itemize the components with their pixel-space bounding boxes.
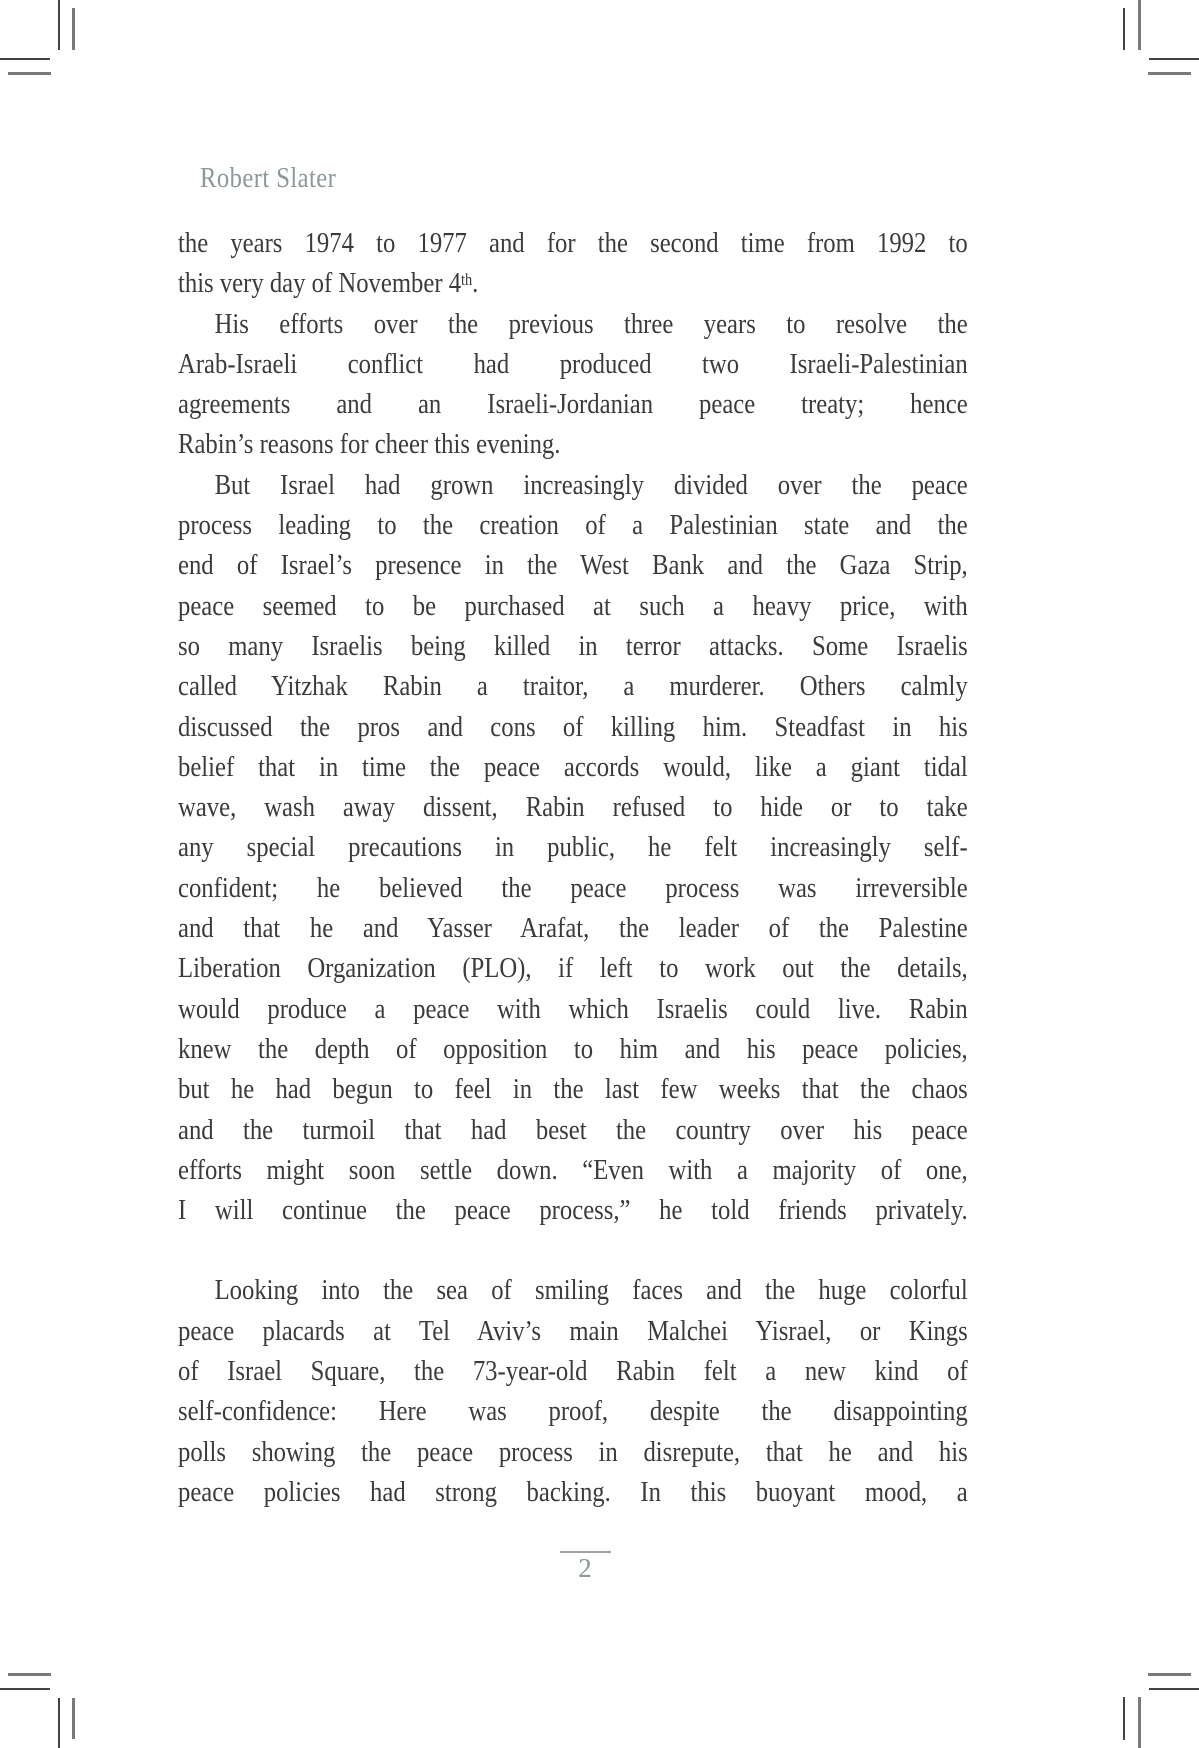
crop-mark-bottom-right-horizontal-outer bbox=[1149, 1688, 1199, 1690]
body-line: of Israel Square, the 73-year-old Rabin felt a new kind of bbox=[178, 1355, 968, 1388]
body-line: wave, wash away dissent, Rabin refused to hide or to take bbox=[178, 791, 968, 824]
body-line: agreements and an Israeli-Jordanian peace treaty; hence bbox=[178, 388, 968, 421]
body-line: I will continue the peace process,” he told friends privately. bbox=[178, 1194, 968, 1227]
body-line: this very day of November 4th. bbox=[178, 267, 479, 300]
body-line: peace policies had strong backing. In this buoyant mood, a bbox=[178, 1475, 968, 1508]
body-line: end of Israel’s presence in the West Bank and the Gaza Strip, bbox=[178, 549, 968, 582]
body-line: Looking into the sea of smiling faces and the huge colorful bbox=[214, 1274, 968, 1307]
running-header-author: Robert Slater bbox=[200, 162, 337, 194]
crop-mark-bottom-right-horizontal-inner bbox=[1148, 1673, 1191, 1676]
crop-mark-top-left-horizontal-inner bbox=[8, 72, 51, 75]
page-number: 2 bbox=[578, 1553, 592, 1583]
body-line: Arab-Israeli conflict had produced two Israeli-Palestinian bbox=[178, 347, 968, 380]
body-line: discussed the pros and cons of killing him. Steadfast in his bbox=[178, 710, 968, 743]
body-line: peace seemed to be purchased at such a heavy price, with bbox=[178, 589, 968, 622]
crop-mark-top-right-horizontal-outer bbox=[1149, 58, 1199, 60]
body-text bbox=[178, 223, 968, 1512]
body-line: His efforts over the previous three years to resolve the bbox=[214, 307, 968, 340]
body-line: confident; he believed the peace process was irreversible bbox=[178, 871, 968, 904]
body-line: But Israel had grown increasingly divided over the peace bbox=[214, 468, 968, 501]
body-line: the years 1974 to 1977 and for the second time from 1992 to bbox=[178, 227, 968, 259]
body-line: any special precautions in public, he felt increasingly self- bbox=[178, 831, 968, 864]
body-line: self-confidence: Here was proof, despite the disappointing bbox=[178, 1395, 968, 1428]
body-line: process leading to the creation of a Palestinian state and the bbox=[178, 509, 968, 542]
body-line: but he had begun to feel in the last few weeks that the chaos bbox=[178, 1073, 968, 1106]
body-line: would produce a peace with which Israelis could live. Rabin bbox=[178, 992, 968, 1025]
crop-mark-top-right-vertical-inner bbox=[1123, 8, 1125, 50]
body-line: peace placards at Tel Aviv’s main Malchei Yisrael, or Kings bbox=[178, 1314, 968, 1347]
body-line: and that he and Yasser Arafat, the leader of the Palestine bbox=[178, 912, 968, 945]
crop-mark-top-left-vertical-outer bbox=[58, 0, 60, 50]
paragraph bbox=[178, 223, 968, 304]
paragraph bbox=[178, 1270, 968, 1512]
crop-mark-bottom-right-vertical-outer bbox=[1138, 1697, 1141, 1748]
body-line: Liberation Organization (PLO), if left to work out the details, bbox=[178, 952, 968, 985]
crop-mark-top-right-vertical-outer bbox=[1138, 0, 1141, 50]
body-line: belief that in time the peace accords would, like a giant tidal bbox=[178, 750, 968, 783]
crop-mark-bottom-left-vertical-inner bbox=[72, 1698, 75, 1739]
body-line: efforts might soon settle down. “Even with a majority of one, bbox=[178, 1153, 968, 1186]
body-line: Rabin’s reasons for cheer this evening. bbox=[178, 428, 561, 461]
page-footer bbox=[545, 1551, 625, 1582]
crop-mark-top-right-horizontal-inner bbox=[1148, 72, 1191, 75]
body-line: knew the depth of opposition to him and his peace policies, bbox=[178, 1032, 968, 1065]
crop-mark-bottom-right-vertical-inner bbox=[1123, 1697, 1125, 1740]
crop-mark-top-left-vertical-inner bbox=[72, 8, 75, 50]
body-line: and the turmoil that had beset the country over his peace bbox=[178, 1113, 968, 1146]
body-line: polls showing the peace process in disrepute, that he and his bbox=[178, 1435, 968, 1468]
paragraph bbox=[178, 304, 968, 465]
crop-mark-bottom-left-horizontal-outer bbox=[0, 1688, 50, 1690]
crop-mark-bottom-left-horizontal-inner bbox=[8, 1673, 51, 1676]
paragraph bbox=[178, 465, 968, 1231]
body-line: called Yitzhak Rabin a traitor, a murderer. Others calmly bbox=[178, 670, 968, 703]
crop-mark-bottom-left-vertical-outer bbox=[58, 1698, 60, 1748]
crop-mark-top-left-horizontal-outer bbox=[0, 58, 50, 60]
body-line: so many Israelis being killed in terror attacks. Some Israelis bbox=[178, 629, 968, 662]
